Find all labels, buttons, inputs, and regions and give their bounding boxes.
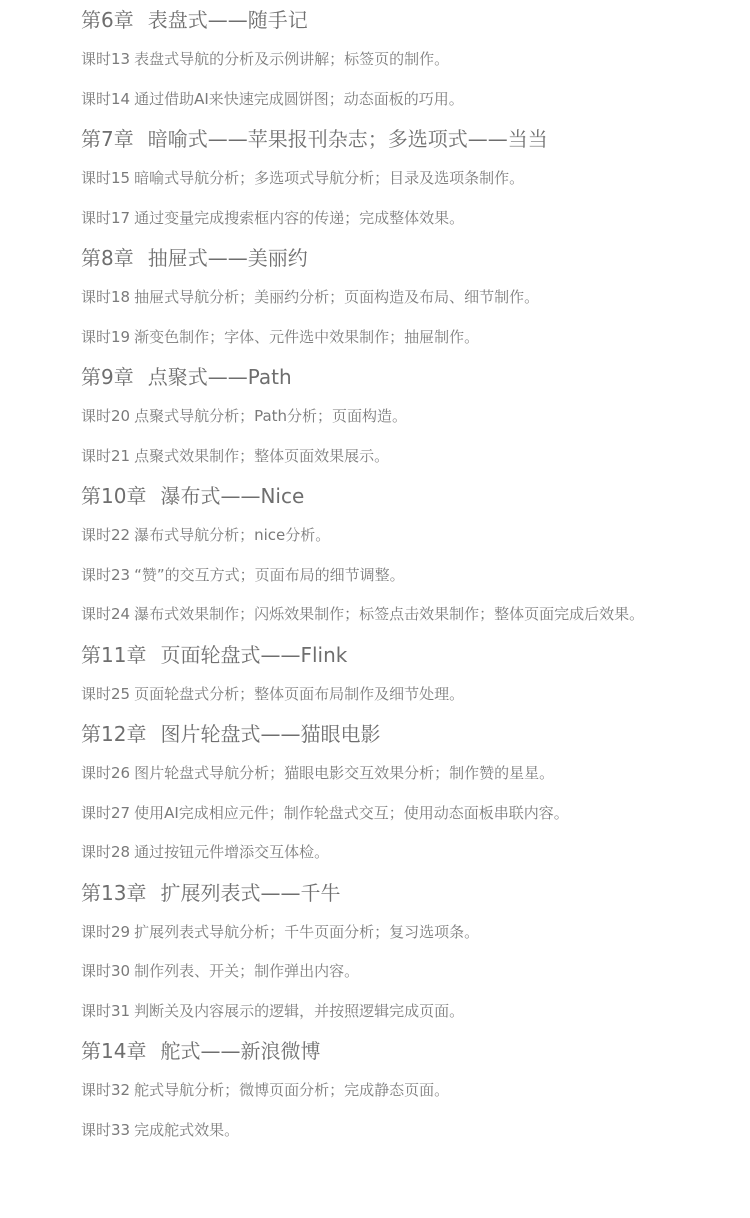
lesson-text: 瀑布式导航分析；nice分析。 — [134, 526, 331, 544]
chapter-number: 第8章 — [81, 246, 134, 270]
lesson-item — [81, 992, 681, 1032]
chapter-section — [81, 238, 681, 357]
lesson-item — [81, 516, 681, 556]
chapter-heading — [81, 873, 681, 913]
lesson-number: 课时17 — [81, 208, 131, 227]
lesson-text: 通过借助AI来快速完成圆饼图；动态面板的巧用。 — [134, 89, 464, 108]
chapter-section — [81, 476, 681, 635]
lesson-item — [81, 556, 681, 596]
lesson-number: 课时28 — [81, 843, 131, 861]
lesson-text: 使用AI完成相应元件；制作轮盘式交互；使用动态面板串联内容。 — [134, 803, 569, 822]
lesson-number: 课时25 — [81, 684, 131, 703]
lesson-number: 课时31 — [81, 1001, 131, 1020]
lesson-item — [81, 1071, 681, 1111]
lesson-item — [81, 794, 681, 834]
lesson-item — [81, 278, 681, 318]
lesson-text: 通过变量完成搜索框内容的传递；完成整体效果。 — [134, 208, 465, 227]
lesson-number: 课时27 — [81, 803, 131, 822]
lesson-item — [81, 1111, 681, 1151]
lesson-text: 完成舵式效果。 — [134, 1120, 240, 1139]
lesson-text: 渐变色制作；字体、元件选中效果制作；抽屉制作。 — [134, 327, 480, 346]
lesson-item — [81, 159, 681, 199]
lesson-text: 瀑布式效果制作；闪烁效果制作；标签点击效果制作；整体页面完成后效果。 — [134, 605, 645, 623]
lesson-item — [81, 437, 681, 477]
lesson-item — [81, 199, 681, 239]
chapter-section — [81, 714, 681, 873]
chapter-title: 图片轮盘式——猫眼电影 — [160, 722, 381, 746]
lesson-number: 课时15 — [81, 169, 131, 187]
chapter-title: 点聚式——Path — [147, 365, 292, 389]
chapter-number: 第6章 — [81, 8, 134, 32]
chapter-number: 第14章 — [81, 1039, 147, 1063]
lesson-number: 课时21 — [81, 446, 131, 465]
lesson-number: 课时14 — [81, 89, 131, 108]
lesson-number: 课时22 — [81, 526, 131, 544]
chapter-heading — [81, 357, 681, 397]
chapter-section — [81, 635, 681, 715]
lesson-number: 课时29 — [81, 922, 131, 941]
chapter-number: 第13章 — [81, 880, 147, 905]
lesson-text: “赞”的交互方式；页面布局的细节调整。 — [134, 565, 405, 584]
chapter-title: 扩展列表式——千牛 — [160, 880, 341, 905]
lesson-text: 判断关及内容展示的逻辑，并按照逻辑完成页面。 — [134, 1001, 465, 1020]
lesson-number: 课时20 — [81, 407, 131, 425]
lesson-item — [81, 80, 681, 120]
lesson-text: 抽屉式导航分析；美丽约分析；页面构造及布局、细节制作。 — [134, 288, 540, 306]
lesson-text: 舵式导航分析；微博页面分析；完成静态页面。 — [134, 1081, 450, 1099]
lesson-text: 制作列表、开关；制作弹出内容。 — [134, 962, 360, 980]
lesson-item — [81, 833, 681, 873]
chapter-section — [81, 0, 681, 119]
lesson-number: 课时30 — [81, 962, 131, 980]
lesson-item — [81, 318, 681, 358]
lesson-number: 课时33 — [81, 1120, 131, 1139]
chapter-heading — [81, 476, 681, 516]
chapter-section — [81, 1031, 681, 1150]
lesson-text: 暗喻式导航分析；多选项式导航分析；目录及选项条制作。 — [134, 169, 525, 187]
chapter-number: 第9章 — [81, 365, 134, 389]
lesson-number: 课时26 — [81, 764, 131, 782]
lesson-text: 点聚式效果制作；整体页面效果展示。 — [134, 446, 390, 465]
lesson-text: 页面轮盘式分析；整体页面布局制作及细节处理。 — [134, 684, 465, 703]
chapter-title: 舵式——新浪微博 — [160, 1039, 321, 1063]
chapter-heading — [81, 0, 681, 40]
lesson-item — [81, 40, 681, 80]
chapter-number: 第7章 — [81, 127, 134, 151]
chapter-title: 表盘式——随手记 — [147, 8, 308, 32]
chapter-heading — [81, 1031, 681, 1071]
lesson-number: 课时13 — [81, 50, 131, 68]
chapter-title: 瀑布式——Nice — [160, 484, 305, 508]
chapter-section — [81, 357, 681, 476]
lesson-number: 课时24 — [81, 605, 131, 623]
lesson-number: 课时19 — [81, 327, 131, 346]
lesson-item — [81, 595, 681, 635]
lesson-item — [81, 913, 681, 953]
chapter-title: 暗喻式——苹果报刊杂志；多选项式——当当 — [147, 127, 548, 151]
chapter-number: 第11章 — [81, 642, 147, 667]
course-outline — [81, 0, 681, 1150]
chapter-heading — [81, 635, 681, 675]
chapter-section — [81, 119, 681, 238]
chapter-title: 抽屉式——美丽约 — [147, 246, 308, 270]
lesson-number: 课时18 — [81, 288, 131, 306]
chapter-heading — [81, 238, 681, 278]
lesson-item — [81, 675, 681, 715]
lesson-item — [81, 397, 681, 437]
lesson-text: 点聚式导航分析；Path分析；页面构造。 — [134, 407, 408, 425]
chapter-title: 页面轮盘式——Flink — [160, 642, 348, 667]
chapter-section — [81, 873, 681, 1032]
lesson-text: 通过按钮元件增添交互体检。 — [134, 843, 330, 861]
chapter-heading — [81, 714, 681, 754]
lesson-text: 图片轮盘式导航分析；猫眼电影交互效果分析；制作赞的星星。 — [134, 764, 555, 782]
lesson-item — [81, 952, 681, 992]
chapter-number: 第12章 — [81, 722, 147, 746]
lesson-number: 课时32 — [81, 1081, 131, 1099]
lesson-text: 表盘式导航的分析及示例讲解；标签页的制作。 — [134, 50, 450, 68]
lesson-item — [81, 754, 681, 794]
lesson-text: 扩展列表式导航分析；千牛页面分析；复习选项条。 — [134, 922, 480, 941]
lesson-number: 课时23 — [81, 565, 131, 584]
chapter-heading — [81, 119, 681, 159]
chapter-number: 第10章 — [81, 484, 147, 508]
